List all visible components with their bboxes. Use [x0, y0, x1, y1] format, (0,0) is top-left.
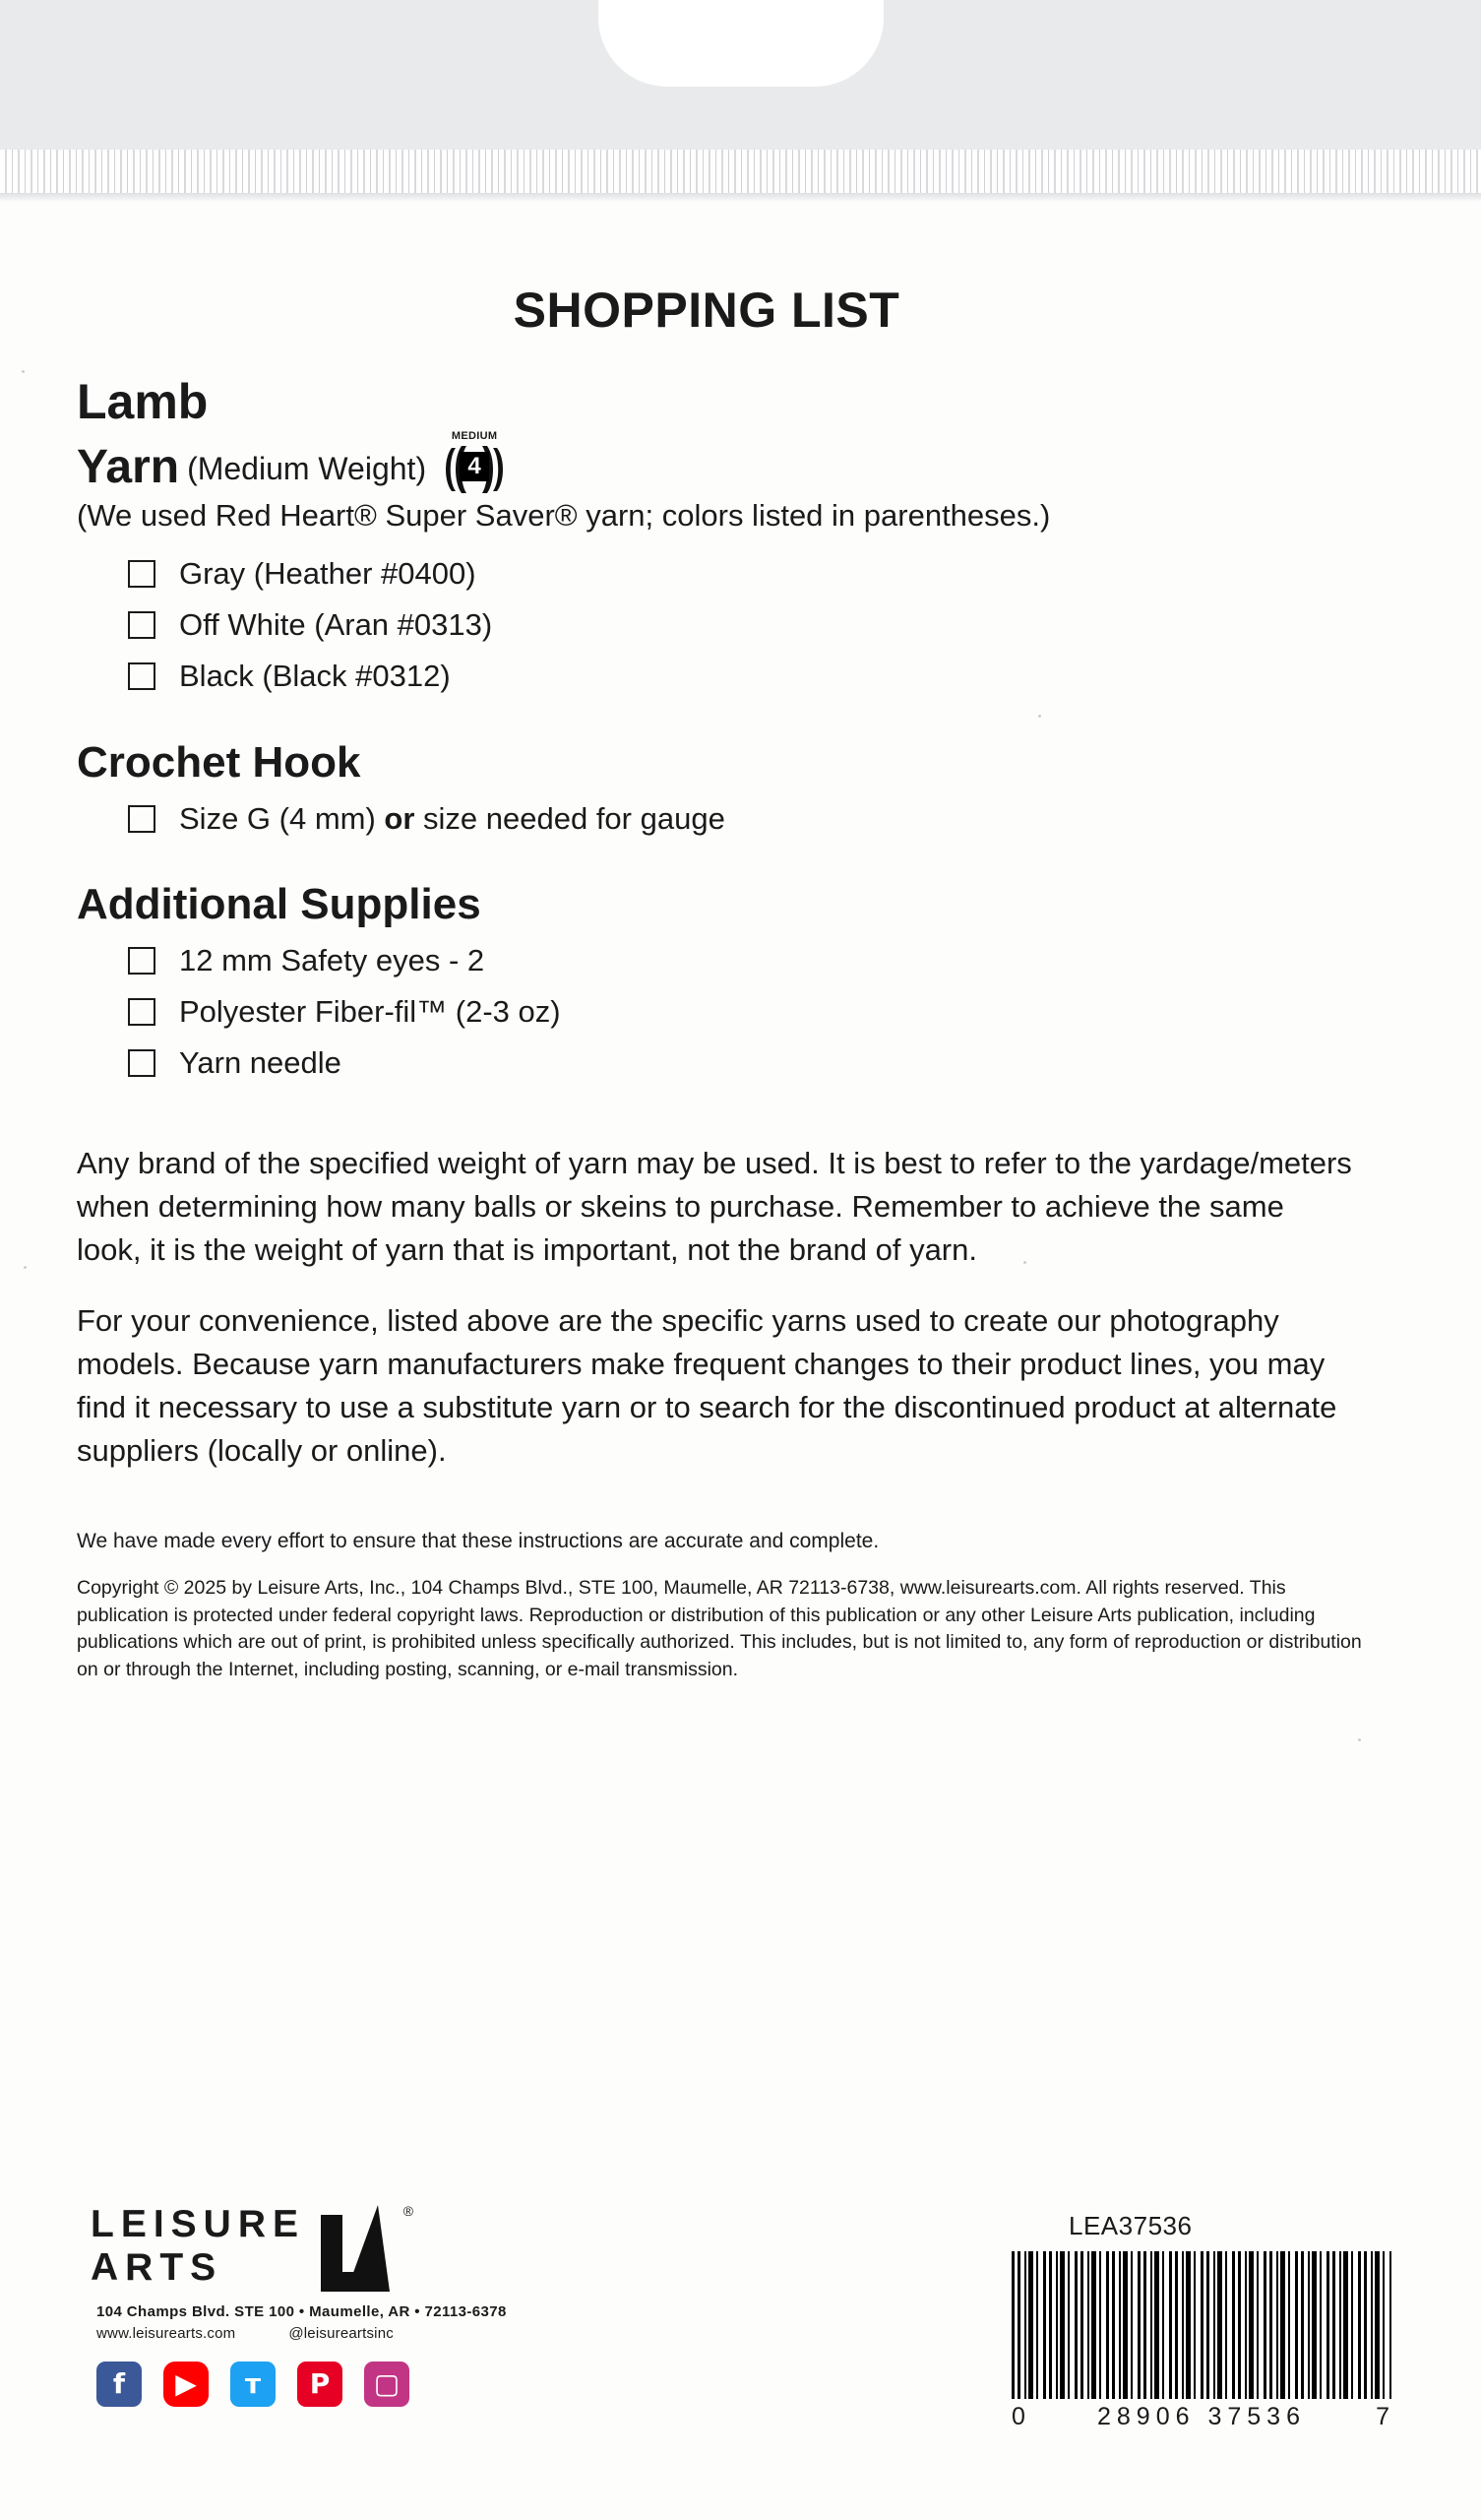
- sku-number: LEA37536: [1069, 2211, 1193, 2240]
- barcode-block: [1012, 2211, 1405, 2431]
- barcode-digits: [1012, 2403, 1391, 2431]
- twitter-icon[interactable]: ᴛ: [230, 2362, 276, 2407]
- list-item-label: Gray (Heather #0400): [179, 556, 476, 592]
- checkbox-icon[interactable]: [128, 662, 155, 690]
- barcode-image: [1012, 2251, 1391, 2399]
- package-tear-strip: [0, 150, 1481, 195]
- list-item[interactable]: [128, 935, 1405, 986]
- company-website[interactable]: www.leisurearts.com: [96, 2325, 236, 2342]
- social-links: [96, 2362, 553, 2407]
- list-item-label: 12 mm Safety eyes - 2: [179, 942, 485, 977]
- barcode-digit-right: 7: [1376, 2403, 1391, 2430]
- logo-line-1: LEISURE: [91, 2203, 306, 2246]
- company-address: 104 Champs Blvd. STE 100 • Maumelle, AR • 72113-6378: [96, 2303, 507, 2320]
- instagram-icon[interactable]: ▢: [364, 2362, 409, 2407]
- yarn-label: Yarn: [77, 440, 180, 493]
- registered-mark: ®: [402, 2203, 414, 2219]
- list-item[interactable]: [128, 599, 1405, 651]
- section-heading-additional-supplies: Additional Supplies: [77, 879, 481, 928]
- list-item[interactable]: [128, 1038, 1405, 1089]
- disclaimer-text: We have made every effort to ensure that these instructions are accurate and complete.: [77, 1530, 880, 1553]
- instruction-sheet: [0, 203, 1481, 2520]
- barcode-digit-left: 0: [1012, 2403, 1027, 2430]
- page-footer: [77, 2201, 1405, 2477]
- list-item[interactable]: [128, 986, 1405, 1038]
- body-copy: [77, 1142, 1405, 1473]
- logo-wordmark: [91, 2203, 305, 2289]
- document-content: [77, 282, 1405, 1684]
- yarn-heading-row: [77, 430, 1405, 491]
- list-item-label: Size G (4 mm) or size needed for gauge: [179, 800, 725, 836]
- checkbox-icon[interactable]: [128, 998, 155, 1026]
- logo-line-2: ARTS: [91, 2246, 223, 2289]
- project-name: Lamb: [77, 374, 209, 429]
- yarn-weight-symbol-icon: [438, 430, 511, 495]
- checkbox-icon[interactable]: [128, 611, 155, 639]
- youtube-icon[interactable]: ▶: [163, 2362, 209, 2407]
- logo-row: [91, 2201, 553, 2292]
- yarn-weight-note: (Medium Weight): [187, 451, 427, 487]
- yarn-symbol-top-label: MEDIUM: [451, 429, 498, 442]
- checkbox-icon[interactable]: [128, 805, 155, 833]
- company-web-row: [96, 2325, 553, 2342]
- package-shadow: [0, 193, 1481, 203]
- yarn-color-checklist: [77, 548, 1405, 702]
- section-heading-crochet-hook: Crochet Hook: [77, 737, 361, 787]
- list-item[interactable]: [128, 793, 1405, 845]
- copyright-text: Copyright © 2025 by Leisure Arts, Inc., 104 Champs Blvd., STE 100, Maumelle, AR 72113-6738, www.leisurearts.com. All rights reserved. This publication is protected under federal copyright laws. Reproduction or distribution of this publication or any other Leisure Arts publication, including publications which are out of print, is prohibited unless specifically authorized. This includes, but is not limited to, any form of reproduction or distribution on or through the Internet, including posting, scanning, or e-mail transmission.: [77, 1577, 1362, 1681]
- yarn-brand-note: (We used Red Heart® Super Saver® yarn; colors listed in parentheses.): [77, 497, 1051, 533]
- checkbox-icon[interactable]: [128, 1049, 155, 1077]
- facebook-icon[interactable]: f: [96, 2362, 142, 2407]
- hook-checklist: [77, 793, 1405, 845]
- yarn-weight-number: 4: [460, 452, 489, 481]
- brand-logo-block: [91, 2201, 553, 2407]
- supplies-checklist: [77, 935, 1405, 1089]
- hang-tab-cutout: [598, 0, 884, 87]
- page-title: SHOPPING LIST: [513, 283, 900, 338]
- list-item-label: Off White (Aran #0313): [179, 607, 493, 643]
- list-item[interactable]: [128, 651, 1405, 702]
- paragraph-yarn-substitution: Any brand of the specified weight of yarn may be used. It is best to refer to the yardage/meters when determining how many balls or skeins to purchase. Remember to achieve the same look, it is the weight of yarn that is important, not the brand of yarn.: [77, 1145, 1352, 1267]
- list-item-label: Polyester Fiber-fil™ (2-3 oz): [179, 993, 561, 1029]
- list-item-label: Black (Black #0312): [179, 659, 451, 694]
- pinterest-icon[interactable]: P: [297, 2362, 342, 2407]
- list-item[interactable]: [128, 548, 1405, 599]
- company-social-handle[interactable]: @leisureartsinc: [288, 2325, 394, 2342]
- barcode-digit-mid: 28906 37536: [1097, 2403, 1306, 2430]
- paragraph-convenience: For your convenience, listed above are the specific yarns used to create our photography models. Because yarn manufacturers make frequent changes to their product lines, you may find it necessary to use a substitute yarn or to search for the discontinued product at alternate suppliers (locally or online).: [77, 1302, 1337, 1468]
- checkbox-icon[interactable]: [128, 560, 155, 588]
- leisure-arts-la-monogram-icon: [317, 2201, 414, 2292]
- checkbox-icon[interactable]: [128, 947, 155, 975]
- list-item-label: Yarn needle: [179, 1044, 341, 1080]
